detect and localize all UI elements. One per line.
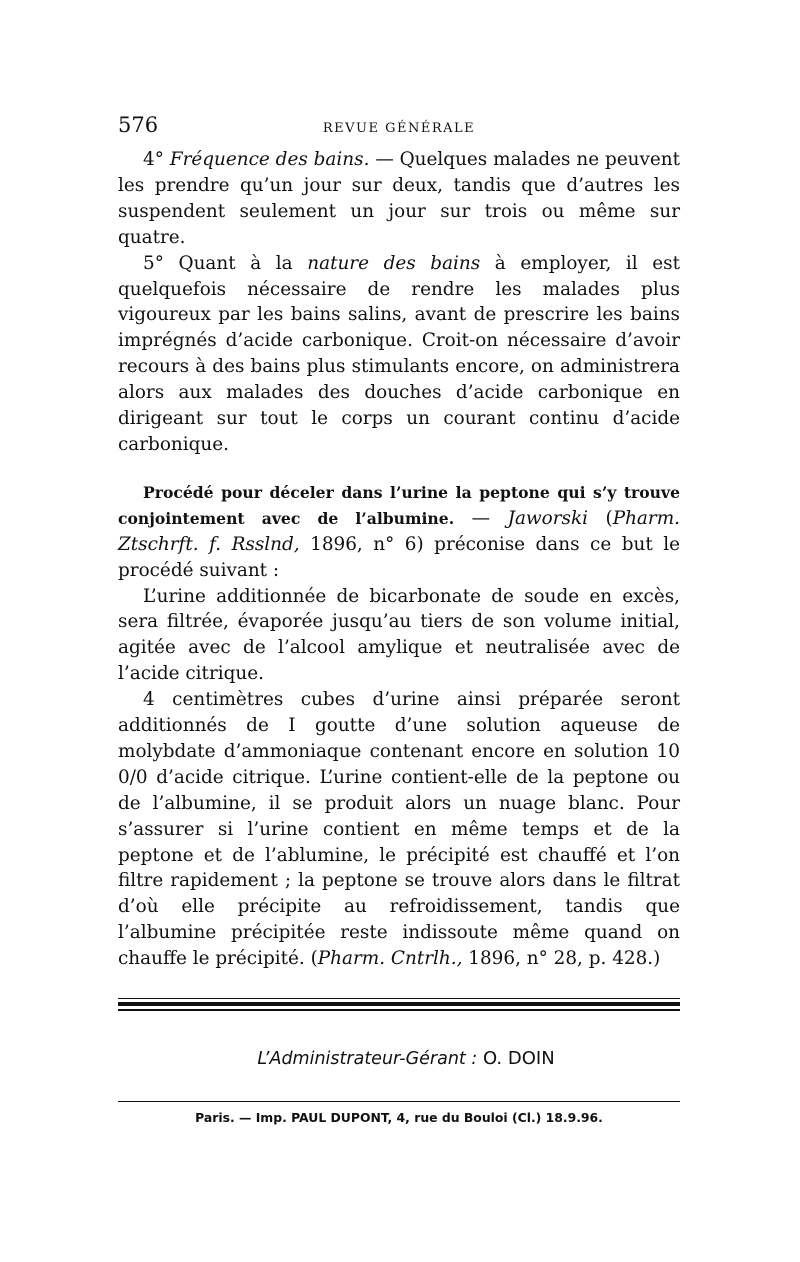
bottom-rule: [118, 1101, 680, 1103]
section-intro-paragraph: [118, 480, 680, 584]
citation-journal: Pharm. Cntrlh.,: [317, 948, 463, 970]
signature-name: O. DOIN: [477, 1047, 555, 1069]
paragraph-title: Fréquence des bains.: [169, 149, 370, 170]
page-number: 576: [118, 113, 159, 137]
section-heading: Procédé pour déceler dans l’urine la peptone qui s’y trouve conjointement avec de l’albumine.: [118, 482, 680, 528]
running-title: REVUE GÉNÉRALE: [322, 121, 476, 136]
rule-thin: [118, 998, 680, 999]
paragraph-text: — Quelques malades ne peuvent les prendre qu’un jour sur deux, tandis que d’autres les suspendent seulement un jour sur trois ou même sur quatre.: [118, 149, 680, 248]
citation-details: 1896, n° 28, p. 428.): [462, 948, 661, 970]
signature-line: [118, 1048, 680, 1069]
source-open: (: [588, 507, 613, 529]
paragraph-number: 4°: [143, 149, 164, 170]
source-details: 1896, n° 6) préconise dans ce but le procédé suivant :: [118, 533, 680, 581]
section-paragraph-2: [118, 687, 680, 972]
paragraph-nature-des-bains: [118, 251, 680, 458]
peptone-section: [118, 480, 680, 972]
author-name: Jaworski: [507, 507, 588, 529]
rule-thick: [118, 1002, 680, 1006]
paragraph-intro: 5° Quant à la: [143, 252, 308, 274]
printer-imprint: Paris. — Imp. PAUL DUPONT, 4, rue du Bouloi (Cl.) 18.9.96.: [195, 1110, 603, 1126]
source-journal: Pharm. Ztschrft. f. Rsslnd,: [118, 507, 680, 555]
document-page: [118, 113, 680, 1125]
running-head: [118, 113, 680, 147]
paragraph-title: nature des bains: [307, 252, 481, 274]
section-paragraph-1: L’urine additionnée de bicarbonate de soude en excès, sera filtrée, évaporée jusqu’au tiers de son volume initial, agitée avec de l’alcool amylique et neutralisée avec de l’acide citrique.: [118, 585, 680, 685]
paragraph-frequence-des-bains: [118, 147, 680, 251]
double-rule: [118, 998, 680, 1011]
heading-dash: —: [454, 507, 508, 529]
paragraph-text: à employer, il est quelquefois nécessaire de rendre les malades plus vigoureux par les bains salins, avant de prescrire les bains imprégnés d’acide carbonique. Croit-on nécessaire d’avoir recours à des bains plus stimulants encore, on administrera alors aux malades des douches d’acide carbonique en dirigeant sur tout le corps un courant continu d’acide carbonique.: [118, 252, 681, 455]
signature-role: L’Administrateur-Gérant :: [257, 1048, 478, 1069]
paragraph-text: 4 centimètres cubes d’urine ainsi préparée seront additionnés de I goutte d’une solution aqueuse de molybdate d’ammoniaque contenant encore en solution 10 0/0 d’acide citrique. L’urine contient-elle de la peptone ou de l’albumine, il se produit alors un nuage blanc. Pour s’assurer si l’urine contient en même temps et de la peptone et de l’ablumine, le précipité est chauffé et l’on filtre rapidement ; la peptone se trouve alors dans le filtrat d’où elle précipite au refroidissement, tandis que l’albumine précipitée reste indissoute même quand on chauffe le précipité. (: [118, 689, 680, 970]
rule-thin: [118, 1009, 680, 1010]
